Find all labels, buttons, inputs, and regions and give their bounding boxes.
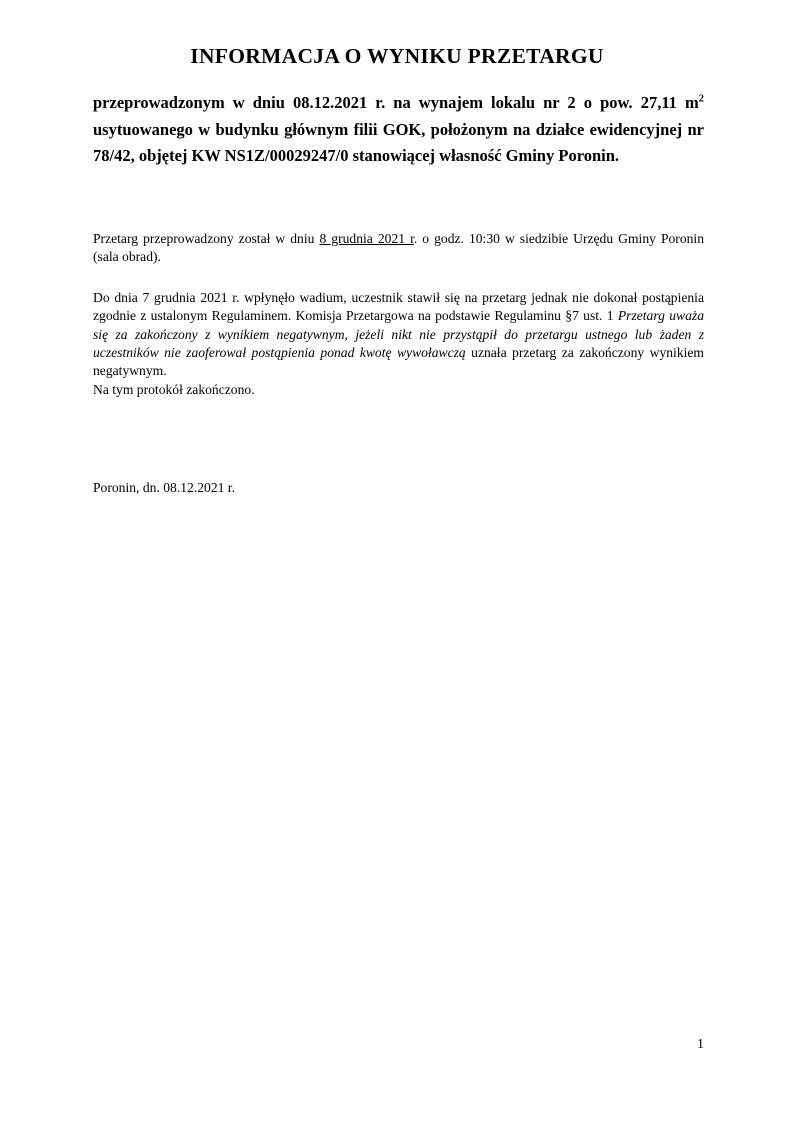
page-title: INFORMACJA O WYNIKU PRZETARGU xyxy=(190,44,604,68)
paragraph-1-underlined-date: 8 grudnia 2021 r xyxy=(319,231,414,246)
paragraph-1-after: . o godz. 10:30 w siedzibie Urzędu Gminy Poronin (sala obrad). xyxy=(93,231,705,265)
paragraph-2-regulation-quote: Przetarg uważa się za zakończony z wynikiem negatywnym, jeżeli nikt nie przystąpił do przetargu ustnego lub żaden z uczestników nie zaoferował postąpienia ponad kwotę wywoławczą xyxy=(93,308,704,361)
paragraph-2-before: Do dnia 7 grudnia 2021 r. wpłynęło wadium, uczestnik stawił się na przetarg jednak nie dokonał postąpienia zgodnie z ustalonym Regulaminem. Komisja Przetargowa na podstawie Regulaminu §7 ust. 1 xyxy=(93,290,704,324)
lead-part-1: przeprowadzonym w dniu 08.12.2021 r. na wynajem lokalu nr 2 o pow. 27,11 m xyxy=(93,93,699,112)
lead-superscript: 2 xyxy=(698,93,704,105)
paragraph-protocol-closed: Na tym protokół zakończono. xyxy=(93,382,255,397)
page-number: 1 xyxy=(697,1037,704,1052)
paragraph-auction-result xyxy=(93,289,704,381)
paragraph-1-before: Przetarg przeprowadzony został w dniu xyxy=(93,231,320,246)
lead-part-2: usytuowanego w budynku głównym filii GOK, położonym na działce ewidencyjnej nr 78/42, objętej KW NS1Z/00029247/0 stanowiącej własność Gminy Poronin. xyxy=(93,119,704,166)
lead-paragraph xyxy=(93,90,704,170)
paragraph-auction-details xyxy=(93,230,704,267)
place-and-date: Poronin, dn. 08.12.2021 r. xyxy=(93,480,235,495)
paragraph-2-after: uznała przetarg za zakończony wynikiem negatywnym. xyxy=(93,345,704,379)
